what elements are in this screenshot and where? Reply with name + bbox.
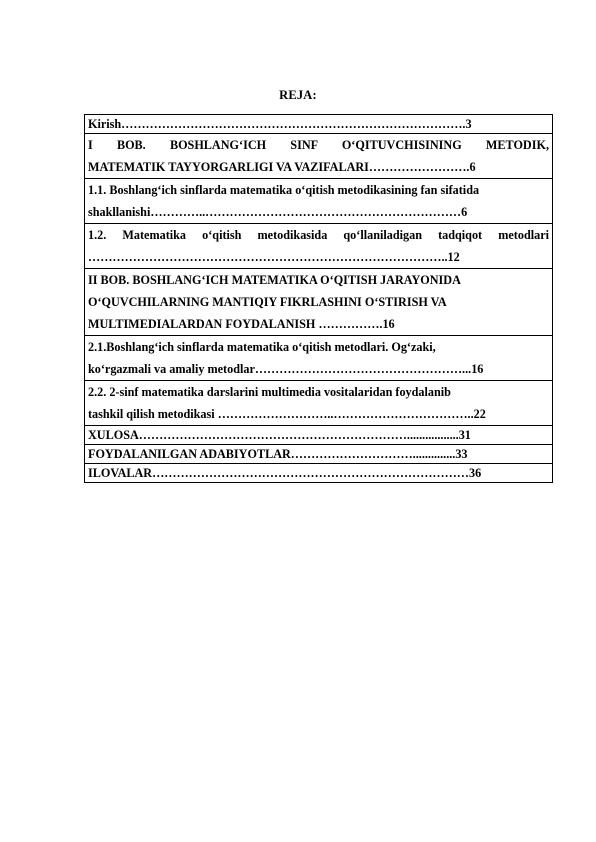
toc-entry-line[interactable]: FOYDALANILGAN ADABIYOTLAR…………………………..............33 [88, 447, 468, 461]
toc-entry-line[interactable]: 1.1. Boshlang‘ich sinflarda matematika o‘qitish metodikasining fan sifatida [88, 183, 480, 197]
toc-row-section-2-1 [85, 336, 553, 381]
toc-entry-line[interactable]: shakllanishi…………..………………………………………………………6 [88, 205, 468, 219]
toc-entry-line[interactable]: 2.1.Boshlang‘ich sinflarda matematika o‘qitish metodlari. Og‘zaki, [88, 340, 436, 354]
toc-entry-line[interactable]: XULOSA………………………………………………………….................31 [88, 428, 471, 442]
toc-entry-line[interactable]: I BOB. BOSHLANG‘ICH SINF O‘QITUVCHISINING METODIK, [88, 138, 549, 152]
toc-entry-line[interactable]: 2.2. 2-sinf matematika darslarini multimedia vositalaridan foydalanib [88, 385, 451, 399]
toc-row-conclusion [85, 426, 553, 445]
toc-row-section-1-1 [85, 179, 553, 224]
toc-row-section-1-2 [85, 224, 553, 269]
toc-row-chapter-2 [85, 269, 553, 336]
toc-row-chapter-1 [85, 134, 553, 179]
toc-entry-line[interactable]: MULTIMEDIALARDAN FOYDALANISH …………….16 [88, 317, 395, 331]
toc-entry-line[interactable]: 1.2. Matematika o‘qitish metodikasida qo‘llaniladigan tadqiqot metodlari [88, 228, 549, 242]
toc-row-intro [85, 115, 553, 134]
toc-row-appendices [85, 464, 553, 483]
toc-entry-line[interactable]: tashkil qilish metodikasi ………………………..……………………………..22 [88, 407, 486, 421]
toc-entry-line[interactable]: Kirish………………………………………………………………………….3 [88, 117, 472, 131]
table-of-contents [84, 114, 553, 483]
toc-entry-line[interactable]: ko‘rgazmali va amaliy metodlar……………………………………………...16 [88, 362, 484, 376]
page-title: REJA: [279, 88, 317, 102]
toc-row-section-2-2 [85, 381, 553, 426]
toc-entry-line[interactable]: ILOVALAR……………………………………………………………………36 [88, 466, 482, 480]
toc-entry-line[interactable]: II BOB. BOSHLANG‘ICH MATEMATIKA O‘QITISH JARAYONIDA [88, 273, 461, 287]
toc-row-references [85, 445, 553, 464]
toc-entry-line[interactable]: MATEMATIK TAYYORGARLIGI VA VAZIFALARI…………………….6 [88, 160, 476, 174]
toc-entry-line[interactable]: ……………………………………………………………………………..12 [88, 250, 460, 264]
toc-entry-line[interactable]: O‘QUVCHILARNING MANTIQIY FIKRLASHINI O‘STIRISH VA [88, 295, 447, 309]
